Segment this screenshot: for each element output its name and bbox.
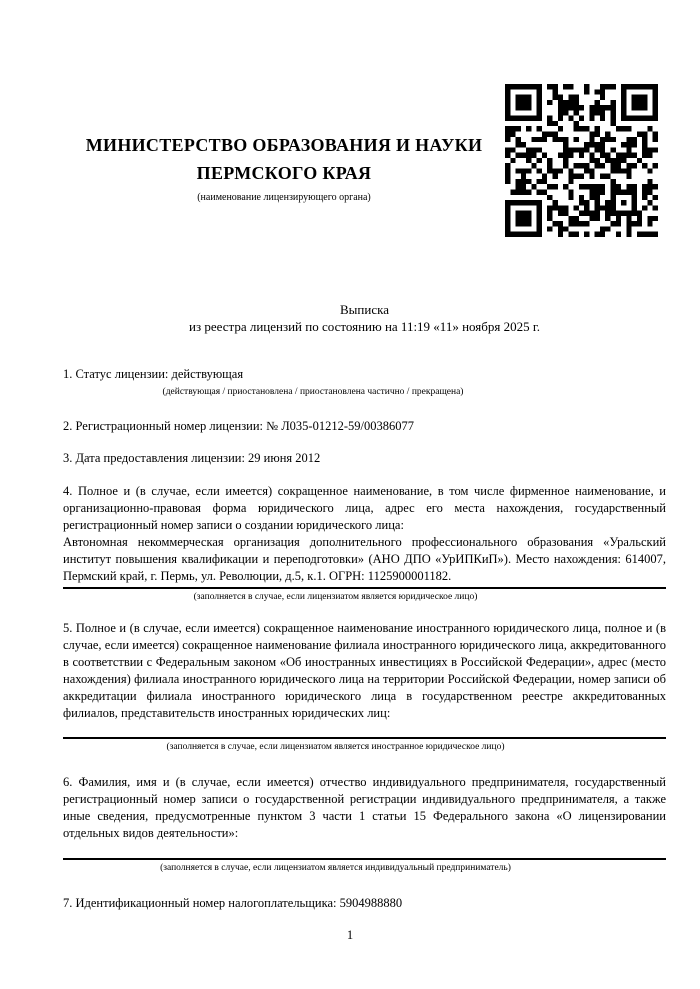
field-foreign-entity-note: (заполняется в случае, если лицензиатом является иностранное юридическое лицо) xyxy=(166,742,505,752)
licensing-authority-header xyxy=(63,131,505,204)
field-license-status: 1. Статус лицензии: действующая xyxy=(63,367,244,381)
ministry-name-line2: ПЕРМСКОГО КРАЯ xyxy=(196,163,372,183)
field-legal-entity-question: 4. Полное и (в случае, если имеется) сокращенное наименование, в том числе фирменное наименование, и организационно-правовая форма юридического лица, адрес его места нахождения, государственный регистрационный номер записи о создании юридического лица: xyxy=(63,484,666,532)
field-legal-entity xyxy=(63,483,666,585)
field-grant-date: 3. Дата предоставления лицензии: 29 июня 2012 xyxy=(63,451,321,465)
extract-title-line1: Выписка xyxy=(340,302,389,317)
field-legal-entity-answer: Автономная некоммерческая организация дополнительного профессионального образования «Уральский институт повышения квалификации и переподготовки» (АНО ДПО «УрИПКиП»). Место нахождения: 614007, Пермский край, г. Пермь, ул. Революции, д.5, к.1. ОГРН: 1125900001182. xyxy=(63,535,666,583)
field-taxpayer-id: 7. Идентификационный номер налогоплательщика: 5904988880 xyxy=(63,896,403,910)
field-individual-entrepreneur-question: 6. Фамилия, имя и (в случае, если имеется) отчество индивидуального предпринимателя, государственный регистрационный номер записи о государственной регистрации индивидуального предпринимателя, а также иные сведения, предусмотренные пунктом 3 части 1 статьи 15 Федерального закона «О лицензировании отдельных видов деятельности»: xyxy=(63,775,666,840)
divider-line-individual-entrepreneur xyxy=(63,858,666,860)
field-registration-number: 2. Регистрационный номер лицензии: № Л035-01212-59/00386077 xyxy=(63,419,414,433)
ministry-name-line1: МИНИСТЕРСТВО ОБРАЗОВАНИЯ И НАУКИ xyxy=(85,135,483,155)
extract-title-line2: из реестра лицензий по состоянию на 11:19 «11» ноября 2025 г. xyxy=(189,319,540,334)
field-individual-entrepreneur xyxy=(63,774,666,842)
qr-code xyxy=(505,84,658,237)
divider-line-legal-entity xyxy=(63,587,666,589)
field-foreign-entity xyxy=(63,620,666,722)
extract-title xyxy=(63,301,666,335)
page-number: 1 xyxy=(346,928,354,942)
licensing-authority-note: (наименование лицензирующего органа) xyxy=(197,192,371,203)
field-license-status-options-note: (действующая / приостановлена / приостановлена частично / прекращена) xyxy=(162,387,464,397)
divider-line-foreign-entity xyxy=(63,737,666,739)
field-individual-entrepreneur-note: (заполняется в случае, если лицензиатом является индивидуальный предприниматель) xyxy=(160,863,511,873)
field-foreign-entity-question: 5. Полное и (в случае, если имеется) сокращенное наименование иностранного юридического лица, полное и (в случае, если имеется) сокращенное наименование филиала иностранного юридического лица, аккредитованного в соответствии с Федеральным законом «Об иностранных инвестициях в Российской Федерации», адрес (место нахождения) филиала иностранного юридического лица на территории Российской Федерации, номер записи об аккредитации филиала иностранного юридического лица в государственном реестре аккредитованных филиалов, представительств иностранных юридических лиц: xyxy=(63,621,666,720)
field-legal-entity-note: (заполняется в случае, если лицензиатом является юридическое лицо) xyxy=(193,592,478,602)
